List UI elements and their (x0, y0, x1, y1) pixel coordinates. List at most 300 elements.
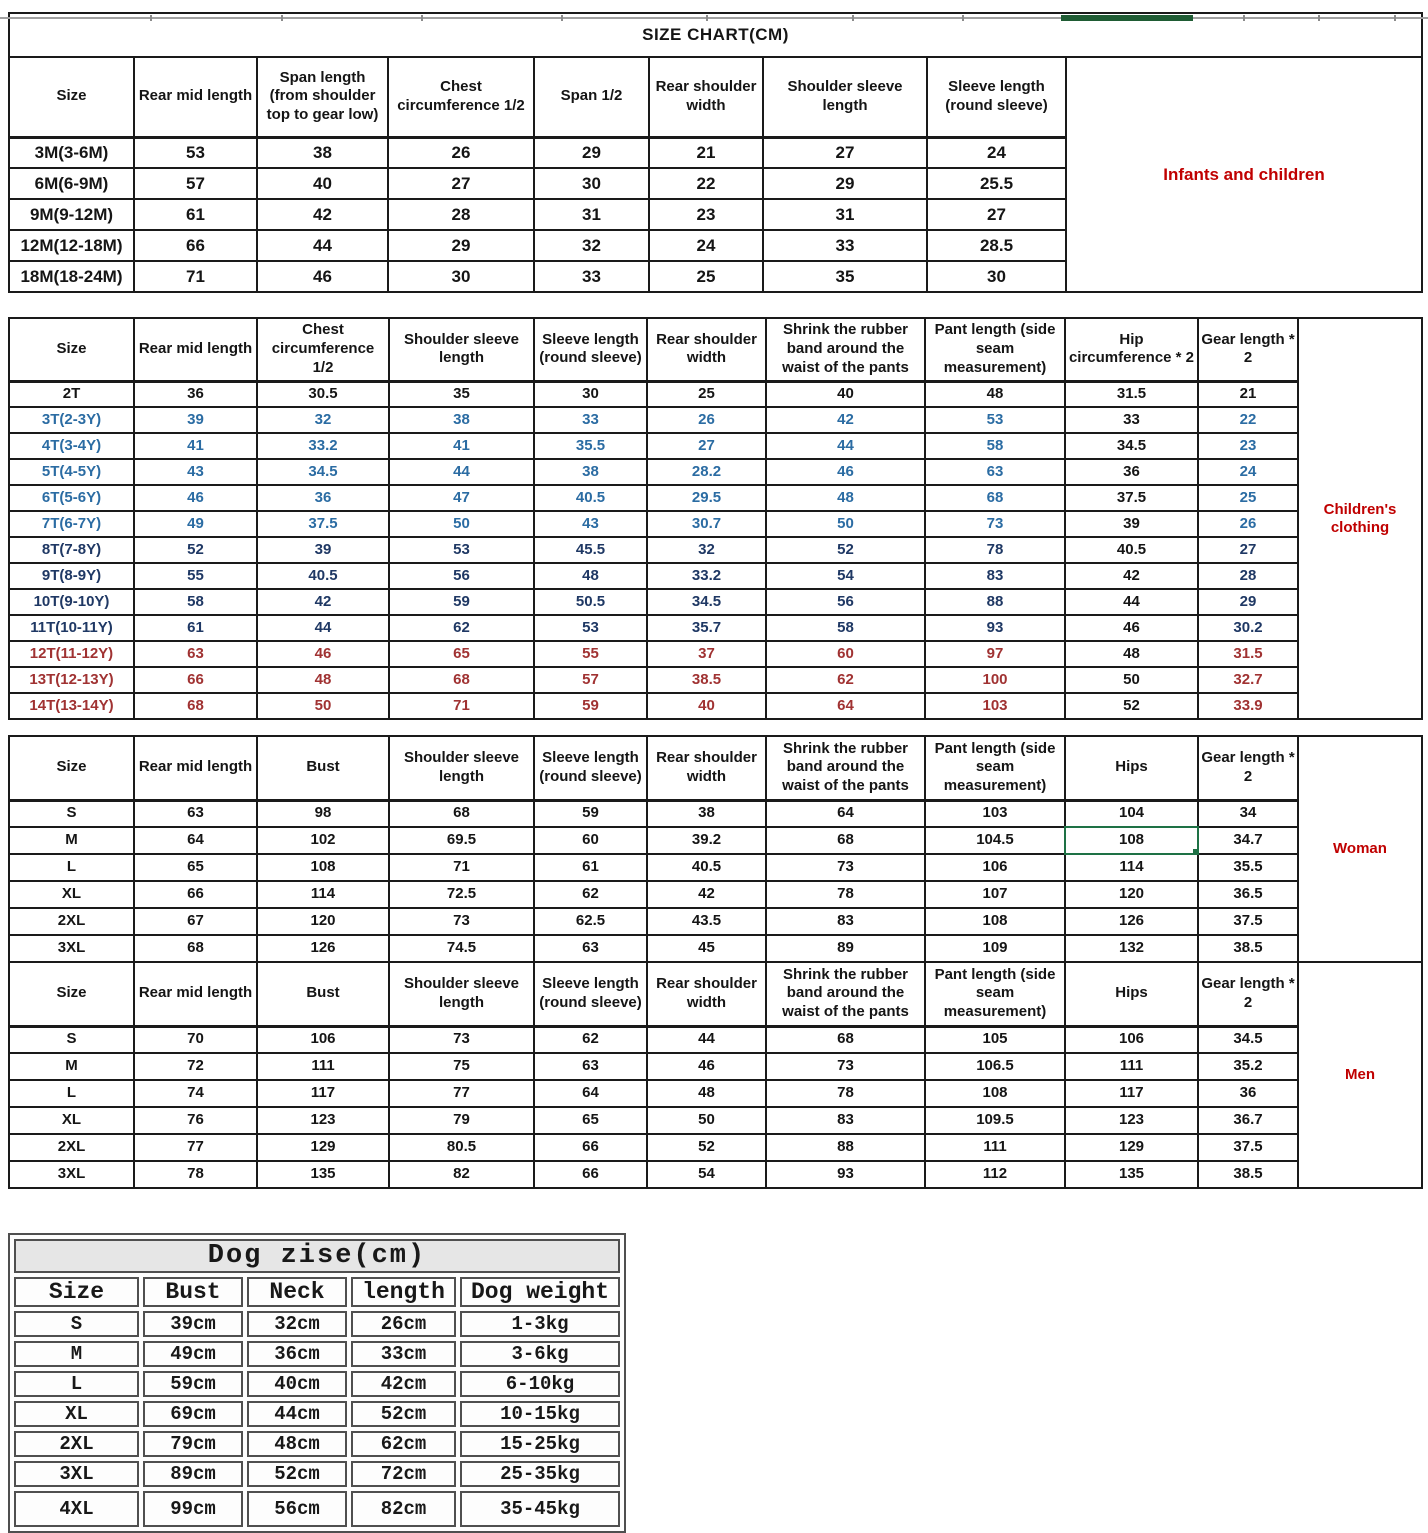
table-cell: 108 (1065, 827, 1198, 854)
table-cell: 30 (534, 168, 649, 199)
table-cell: 44cm (247, 1401, 347, 1427)
table-cell: 126 (257, 935, 389, 962)
table-cell: 53 (134, 137, 257, 168)
table-cell: 31 (763, 199, 927, 230)
table-cell: 82cm (351, 1491, 456, 1527)
table-title: SIZE CHART(CM) (9, 13, 1422, 57)
table-cell: 28.5 (927, 230, 1066, 261)
table-cell: 44 (647, 1026, 766, 1053)
column-header: Gear length * 2 (1198, 962, 1298, 1026)
table-cell: 59 (534, 800, 647, 827)
table-cell: 27 (927, 199, 1066, 230)
table-cell: 33 (763, 230, 927, 261)
table-cell: 38.5 (1198, 935, 1298, 962)
table-cell: 48 (925, 381, 1065, 407)
column-header: Shrink the rubber band around the waist of the pants (766, 962, 925, 1026)
table-cell: 88 (766, 1134, 925, 1161)
table-cell: 111 (1065, 1053, 1198, 1080)
table-cell: 108 (925, 908, 1065, 935)
table-cell: 109 (925, 935, 1065, 962)
table-cell: 114 (257, 881, 389, 908)
column-header: Sleeve length (round sleeve) (534, 318, 647, 381)
column-header: Rear shoulder width (647, 318, 766, 381)
table-cell: 109.5 (925, 1107, 1065, 1134)
table-cell: 62 (766, 667, 925, 693)
header-row (9, 318, 1422, 381)
table-cell: 65 (134, 854, 257, 881)
table-cell: 44 (389, 459, 534, 485)
table-cell: 40 (647, 693, 766, 719)
row-label: 12T(11-12Y) (9, 641, 134, 667)
table-cell: 103 (925, 693, 1065, 719)
gridline-tick (421, 15, 423, 21)
selected-column-indicator (1061, 15, 1193, 21)
header-row (9, 962, 1422, 1026)
table-cell: 68 (389, 667, 534, 693)
row-label: XL (14, 1401, 139, 1427)
column-header: Hip circumference * 2 (1065, 318, 1198, 381)
table-cell: 63 (534, 1053, 647, 1080)
table-cell: 31.5 (1065, 381, 1198, 407)
column-header: Neck (247, 1277, 347, 1307)
table-cell: 52 (1065, 693, 1198, 719)
table-cell: 120 (1065, 881, 1198, 908)
table-cell: 30.5 (257, 381, 389, 407)
column-header: Rear shoulder width (647, 962, 766, 1026)
table-cell: 48 (766, 485, 925, 511)
table-cell: 117 (1065, 1080, 1198, 1107)
table-cell: 28 (1198, 563, 1298, 589)
table-cell: 48 (257, 667, 389, 693)
table-cell: 83 (766, 908, 925, 935)
table-cell: 48 (1065, 641, 1198, 667)
row-label: 9M(9-12M) (9, 199, 134, 230)
table-cell: 37.5 (1065, 485, 1198, 511)
table-cell: 62 (534, 1026, 647, 1053)
table-cell: 98 (257, 800, 389, 827)
table-cell: 103 (925, 800, 1065, 827)
row-label: 6M(6-9M) (9, 168, 134, 199)
table-cell: 107 (925, 881, 1065, 908)
table-cell: 32cm (247, 1311, 347, 1337)
table-cell: 32.7 (1198, 667, 1298, 693)
table-cell: 33cm (351, 1341, 456, 1367)
side-label: Children's clothing (1298, 318, 1422, 719)
gridline-tick (852, 15, 854, 21)
table-cell: 55 (534, 641, 647, 667)
table-cell: 65 (534, 1107, 647, 1134)
table-cell: 102 (257, 827, 389, 854)
table-cell: 36 (257, 485, 389, 511)
table-cell: 40cm (247, 1371, 347, 1397)
table-cell: 88 (925, 589, 1065, 615)
table-row (9, 1026, 1422, 1053)
table-cell: 63 (534, 935, 647, 962)
column-header: Shoulder sleeve length (389, 318, 534, 381)
table-cell: 53 (389, 537, 534, 563)
gridline-tick (1394, 15, 1396, 21)
gridline-tick (281, 15, 283, 21)
table-row (9, 1134, 1422, 1161)
table-cell: 77 (389, 1080, 534, 1107)
table-cell: 25 (647, 381, 766, 407)
table-cell: 56 (389, 563, 534, 589)
column-header: Bust (257, 736, 389, 800)
table-cell: 27 (763, 137, 927, 168)
table-cell: 129 (1065, 1134, 1198, 1161)
women-size-table (8, 735, 1423, 963)
size-chart-sheet (0, 12, 1428, 1520)
row-label: 3M(3-6M) (9, 137, 134, 168)
table-cell: 62.5 (534, 908, 647, 935)
table-cell: 106 (257, 1026, 389, 1053)
table-cell: 25 (1198, 485, 1298, 511)
table-cell: 73 (766, 854, 925, 881)
table-cell: 45.5 (534, 537, 647, 563)
table-cell: 28 (388, 199, 534, 230)
table-cell: 80.5 (389, 1134, 534, 1161)
table-cell: 58 (925, 433, 1065, 459)
row-label: 13T(12-13Y) (9, 667, 134, 693)
table-row (9, 693, 1422, 719)
table-cell: 45 (647, 935, 766, 962)
table-cell: 38 (647, 800, 766, 827)
table-cell: 69cm (143, 1401, 243, 1427)
table-cell: 135 (1065, 1161, 1198, 1188)
infants-size-table (8, 12, 1423, 293)
table-cell: 106 (1065, 1026, 1198, 1053)
table-cell: 50 (766, 511, 925, 537)
table-cell: 48 (647, 1080, 766, 1107)
column-header: Size (9, 318, 134, 381)
table-cell: 46 (647, 1053, 766, 1080)
table-title-row (14, 1239, 620, 1273)
row-label: XL (9, 881, 134, 908)
table-cell: 26cm (351, 1311, 456, 1337)
table-cell: 53 (534, 615, 647, 641)
table-cell: 59cm (143, 1371, 243, 1397)
table-cell: 63 (925, 459, 1065, 485)
table-cell: 111 (925, 1134, 1065, 1161)
table-cell: 33 (1065, 407, 1198, 433)
table-cell: 77 (134, 1134, 257, 1161)
table-cell: 38 (257, 137, 388, 168)
table-cell: 52 (134, 537, 257, 563)
dog-size-table (8, 1233, 626, 1533)
column-header: Chest circumference 1/2 (388, 57, 534, 137)
table-cell: 52 (647, 1134, 766, 1161)
table-cell: 38 (534, 459, 647, 485)
table-cell: 79cm (143, 1431, 243, 1457)
table-row (14, 1491, 620, 1527)
table-cell: 32 (534, 230, 649, 261)
table-cell: 35 (389, 381, 534, 407)
table-cell: 42 (257, 199, 388, 230)
table-cell: 76 (134, 1107, 257, 1134)
table-cell: 106.5 (925, 1053, 1065, 1080)
table-cell: 33.9 (1198, 693, 1298, 719)
table-cell: 40.5 (257, 563, 389, 589)
row-label: 3XL (14, 1461, 139, 1487)
table-cell: 83 (766, 1107, 925, 1134)
column-header: Hips (1065, 962, 1198, 1026)
column-header: Gear length * 2 (1198, 318, 1298, 381)
table-cell: 52 (766, 537, 925, 563)
column-header: Size (9, 57, 134, 137)
table-cell: 73 (389, 908, 534, 935)
table-cell: 50 (389, 511, 534, 537)
table-cell: 104 (1065, 800, 1198, 827)
table-row (9, 800, 1422, 827)
table-cell: 43 (534, 511, 647, 537)
row-label: M (9, 1053, 134, 1080)
table-cell: 39 (1065, 511, 1198, 537)
table-cell: 50.5 (534, 589, 647, 615)
table-cell: 56 (766, 589, 925, 615)
table-title: Dog zise(cm) (14, 1239, 620, 1273)
table-cell: 47 (389, 485, 534, 511)
header-row (9, 736, 1422, 800)
table-cell: 62cm (351, 1431, 456, 1457)
table-cell: 39 (134, 407, 257, 433)
column-header: Dog weight (460, 1277, 620, 1307)
table-cell: 25.5 (927, 168, 1066, 199)
table-row (9, 537, 1422, 563)
table-cell: 93 (925, 615, 1065, 641)
table-cell: 39cm (143, 1311, 243, 1337)
table-cell: 35.5 (1198, 854, 1298, 881)
column-header: Size (9, 962, 134, 1026)
table-cell: 24 (1198, 459, 1298, 485)
table-cell: 37.5 (257, 511, 389, 537)
table-cell: 50 (647, 1107, 766, 1134)
column-header: Bust (143, 1277, 243, 1307)
row-label: 12M(12-18M) (9, 230, 134, 261)
column-header: Rear mid length (134, 736, 257, 800)
table-row (9, 935, 1422, 962)
table-cell: 24 (649, 230, 763, 261)
table-cell: 72.5 (389, 881, 534, 908)
table-cell: 1-3kg (460, 1311, 620, 1337)
table-cell: 67 (134, 908, 257, 935)
column-header: Shoulder sleeve length (763, 57, 927, 137)
table-row (9, 827, 1422, 854)
table-cell: 72cm (351, 1461, 456, 1487)
table-row (9, 908, 1422, 935)
table-cell: 57 (534, 667, 647, 693)
table-cell: 89cm (143, 1461, 243, 1487)
row-label: M (9, 827, 134, 854)
table-cell: 120 (257, 908, 389, 935)
table-cell: 30 (534, 381, 647, 407)
table-cell: 68 (766, 827, 925, 854)
table-cell: 23 (649, 199, 763, 230)
column-header: Sleeve length (round sleeve) (927, 57, 1066, 137)
table-row (14, 1431, 620, 1457)
table-cell: 36.7 (1198, 1107, 1298, 1134)
row-label: 18M(18-24M) (9, 261, 134, 292)
table-cell: 44 (257, 615, 389, 641)
table-cell: 63 (134, 641, 257, 667)
table-cell: 78 (766, 1080, 925, 1107)
table-cell: 15-25kg (460, 1431, 620, 1457)
table-cell: 58 (766, 615, 925, 641)
table-cell: 23 (1198, 433, 1298, 459)
table-cell: 44 (1065, 589, 1198, 615)
table-cell: 72 (134, 1053, 257, 1080)
table-cell: 59 (534, 693, 647, 719)
spreadsheet-top-strip (0, 15, 1428, 21)
table-cell: 40 (257, 168, 388, 199)
table-cell: 26 (647, 407, 766, 433)
table-cell: 78 (134, 1161, 257, 1188)
table-cell: 57 (134, 168, 257, 199)
table-cell: 62 (534, 881, 647, 908)
table-cell: 74 (134, 1080, 257, 1107)
table-cell: 50 (1065, 667, 1198, 693)
table-cell: 78 (925, 537, 1065, 563)
table-cell: 68 (134, 935, 257, 962)
table-cell: 117 (257, 1080, 389, 1107)
table-cell: 27 (1198, 537, 1298, 563)
table-cell: 26 (388, 137, 534, 168)
table-cell: 29 (388, 230, 534, 261)
table-row (9, 589, 1422, 615)
column-header: Span 1/2 (534, 57, 649, 137)
table-row (14, 1461, 620, 1487)
table-cell: 42 (766, 407, 925, 433)
table-cell: 99cm (143, 1491, 243, 1527)
side-label: Woman (1298, 736, 1422, 962)
table-row (9, 1107, 1422, 1134)
row-label: 3XL (9, 935, 134, 962)
table-cell: 27 (647, 433, 766, 459)
table-cell: 22 (1198, 407, 1298, 433)
row-label: 4T(3-4Y) (9, 433, 134, 459)
table-row (9, 667, 1422, 693)
table-cell: 111 (257, 1053, 389, 1080)
row-label: L (14, 1371, 139, 1397)
table-cell: 41 (389, 433, 534, 459)
table-cell: 48cm (247, 1431, 347, 1457)
table-cell: 64 (534, 1080, 647, 1107)
table-cell: 22 (649, 168, 763, 199)
table-cell: 21 (1198, 381, 1298, 407)
row-label: M (14, 1341, 139, 1367)
table-cell: 58 (134, 589, 257, 615)
table-cell: 44 (766, 433, 925, 459)
gridline-tick (1318, 15, 1320, 21)
men-size-table (8, 961, 1423, 1189)
table-cell: 33.2 (647, 563, 766, 589)
table-row (9, 381, 1422, 407)
gridline (0, 17, 1428, 19)
table-cell: 38 (389, 407, 534, 433)
column-header: Shoulder sleeve length (389, 962, 534, 1026)
table-cell: 112 (925, 1161, 1065, 1188)
table-cell: 39.2 (647, 827, 766, 854)
table-cell: 40.5 (647, 854, 766, 881)
table-cell: 52cm (351, 1401, 456, 1427)
table-cell: 129 (257, 1134, 389, 1161)
table-cell: 41 (134, 433, 257, 459)
table-cell: 75 (389, 1053, 534, 1080)
row-label: 9T(8-9Y) (9, 563, 134, 589)
header-row (14, 1277, 620, 1307)
table-cell: 34.5 (257, 459, 389, 485)
column-header: Span length (from shoulder top to gear low) (257, 57, 388, 137)
table-cell: 30 (388, 261, 534, 292)
table-cell: 93 (766, 1161, 925, 1188)
table-cell: 29 (1198, 589, 1298, 615)
table-cell: 68 (134, 693, 257, 719)
table-row (9, 459, 1422, 485)
table-cell: 64 (134, 827, 257, 854)
table-cell: 38.5 (1198, 1161, 1298, 1188)
row-label: 2T (9, 381, 134, 407)
table-cell: 42 (257, 589, 389, 615)
table-cell: 35.7 (647, 615, 766, 641)
table-cell: 27 (388, 168, 534, 199)
table-cell: 71 (389, 854, 534, 881)
table-row (9, 1080, 1422, 1107)
column-header: Sleeve length (round sleeve) (534, 736, 647, 800)
table-cell: 26 (1198, 511, 1298, 537)
gridline-tick (150, 15, 152, 21)
row-label: S (9, 800, 134, 827)
table-row (9, 511, 1422, 537)
table-cell: 123 (1065, 1107, 1198, 1134)
table-cell: 48 (534, 563, 647, 589)
column-header: Sleeve length (round sleeve) (534, 962, 647, 1026)
table-cell: 21 (649, 137, 763, 168)
table-cell: 54 (647, 1161, 766, 1188)
table-cell: 30 (927, 261, 1066, 292)
table-cell: 40.5 (1065, 537, 1198, 563)
row-label: 7T(6-7Y) (9, 511, 134, 537)
table-cell: 46 (134, 485, 257, 511)
children-size-table (8, 317, 1423, 720)
table-cell: 46 (257, 641, 389, 667)
column-header: Rear mid length (134, 962, 257, 1026)
side-label: Men (1298, 962, 1422, 1188)
table-cell: 74.5 (389, 935, 534, 962)
table-cell: 42cm (351, 1371, 456, 1397)
table-cell: 30.2 (1198, 615, 1298, 641)
table-cell: 97 (925, 641, 1065, 667)
table-cell: 78 (766, 881, 925, 908)
gridline-tick (706, 15, 708, 21)
column-header: Rear mid length (134, 57, 257, 137)
table-cell: 61 (134, 199, 257, 230)
table-row (9, 563, 1422, 589)
row-label: 6T(5-6Y) (9, 485, 134, 511)
table-cell: 36.5 (1198, 881, 1298, 908)
table-cell: 64 (766, 693, 925, 719)
table-cell: 49 (134, 511, 257, 537)
row-label: L (9, 854, 134, 881)
column-header: Gear length * 2 (1198, 736, 1298, 800)
table-cell: 46 (1065, 615, 1198, 641)
gridline-tick (1243, 15, 1245, 21)
table-cell: 68 (925, 485, 1065, 511)
table-cell: 39 (257, 537, 389, 563)
table-cell: 61 (134, 615, 257, 641)
table-cell: 44 (257, 230, 388, 261)
table-cell: 35 (763, 261, 927, 292)
table-cell: 46 (257, 261, 388, 292)
table-cell: 32 (647, 537, 766, 563)
